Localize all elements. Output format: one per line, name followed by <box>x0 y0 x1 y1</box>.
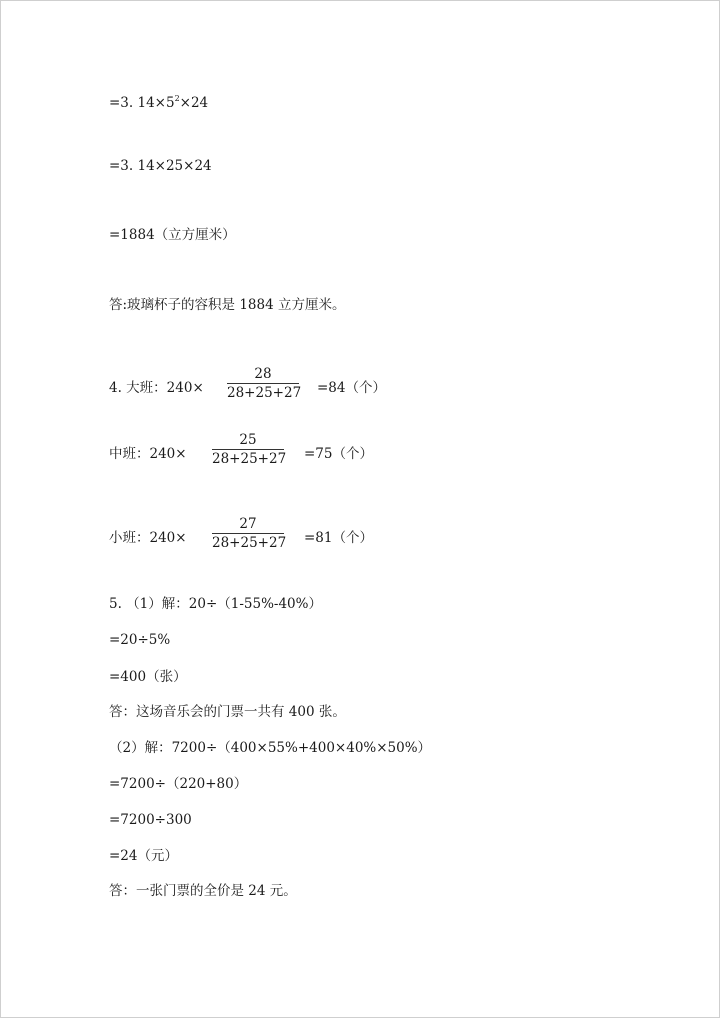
fraction-denominator: 28+25+27 <box>227 385 302 401</box>
fraction-denominator: 28+25+27 <box>212 451 287 467</box>
fraction-numerator: 27 <box>239 516 257 532</box>
calc-line-1-pre: =3. 14×5 <box>109 95 175 111</box>
q5-line-7: =7200÷300 <box>109 812 192 828</box>
calc-line-2: =3. 14×25×24 <box>109 158 212 174</box>
q4-row-label: 中班：240× <box>109 446 187 462</box>
fraction <box>227 366 302 401</box>
q5-answer-1: 答：这场音乐会的门票一共有 400 张。 <box>109 704 346 720</box>
q4-row-large <box>109 366 409 406</box>
calc-line-1-post: ×24 <box>179 95 209 111</box>
q5-line-1: 5. （1）解：20÷（1-55%-40%） <box>109 596 322 612</box>
q4-row-result: =75（个） <box>304 446 373 462</box>
fraction <box>212 516 287 551</box>
q5-line-8: =24（元） <box>109 848 178 864</box>
fraction-numerator: 25 <box>239 432 257 448</box>
q5-answer-2: 答：一张门票的全价是 24 元。 <box>109 883 297 899</box>
calc-line-3: =1884（立方厘米） <box>109 227 236 243</box>
calc-line-1 <box>109 90 208 112</box>
q4-row-middle <box>109 432 409 472</box>
q5-line-3: =400（张） <box>109 669 187 685</box>
q4-row-label: 4. 大班：240× <box>109 380 204 396</box>
fraction <box>212 432 287 467</box>
q4-row-result: =81（个） <box>304 530 373 546</box>
exponent: 2 <box>174 94 180 103</box>
fraction-bar <box>227 383 299 384</box>
fraction-bar <box>212 533 284 534</box>
q5-line-5: （2）解：7200÷（400×55%+400×40%×50%） <box>109 740 432 756</box>
q4-row-label: 小班：240× <box>109 530 187 546</box>
fraction-denominator: 28+25+27 <box>212 535 287 551</box>
fraction-bar <box>212 449 284 450</box>
q5-line-2: =20÷5% <box>109 632 171 648</box>
q5-line-6: =7200÷（220+80） <box>109 776 248 792</box>
answer-line-1: 答:玻璃杯子的容积是 1884 立方厘米。 <box>109 297 346 313</box>
fraction-numerator: 28 <box>254 366 272 382</box>
q4-row-small <box>109 516 409 556</box>
q4-row-result: =84（个） <box>317 380 386 396</box>
